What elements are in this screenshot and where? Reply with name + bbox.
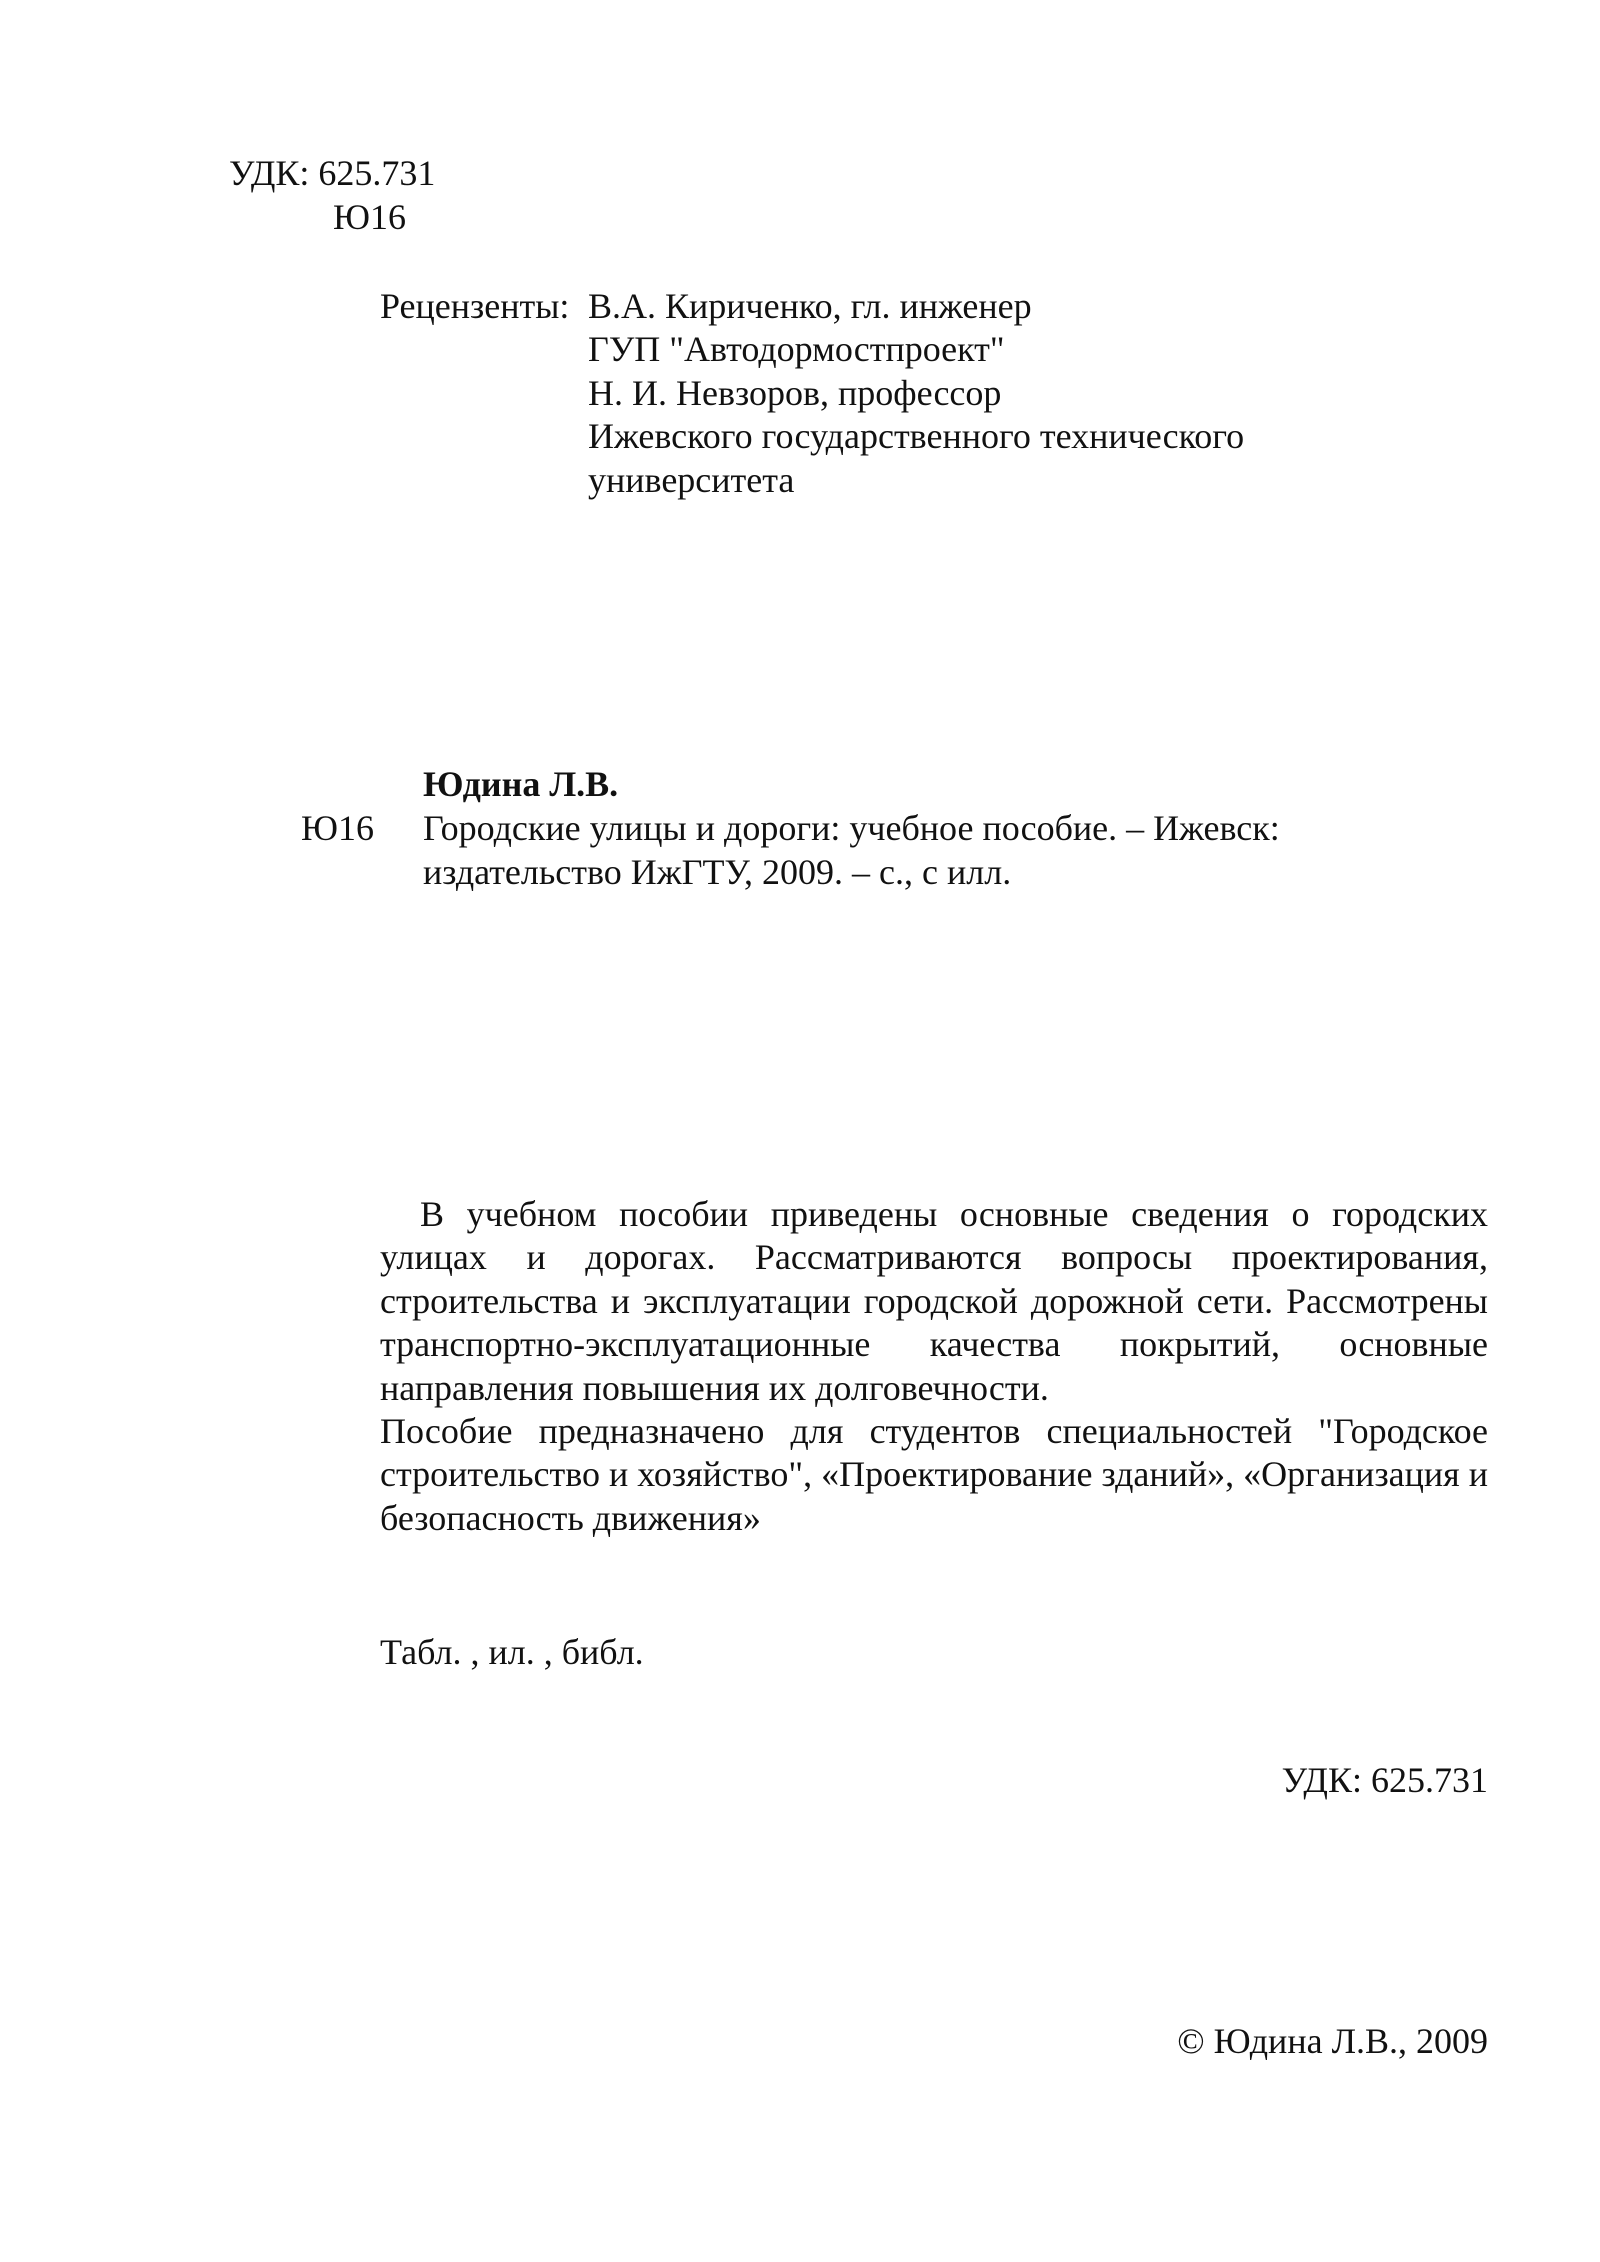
citation-author: Юдина Л.В. xyxy=(423,764,619,804)
abstract-paragraph: Пособие предназначено для студентов специальностей "Городское строительство и хозяйство", «Проектирование зданий», «Организация и безопасность движения» xyxy=(380,1411,1489,1538)
abstract xyxy=(380,1193,1488,1540)
reviewer-line: В.А. Кириченко, гл. инженер xyxy=(588,286,1032,326)
footer-udk: УДК: 625.731 xyxy=(1281,1760,1488,1800)
abstract-paragraph: В учебном пособии приведены основные сведения о городских улицах и дорогах. Рассматриваются вопросы проектирования, строительства и эксплуатации городской дорожной сети. Рассмотрены транспортно-эксплуатационные качества покрытий, основные направления повышения их долговечности. xyxy=(380,1194,1488,1408)
header-code: Ю16 xyxy=(333,197,407,237)
tables-note: Табл. , ил. , библ. xyxy=(380,1632,644,1672)
citation-publisher-line: издательство ИжГТУ, 2009. – с., с илл. xyxy=(423,852,1012,892)
reviewer-line: ГУП "Автодормостпроект" xyxy=(588,329,1005,369)
citation-title-line: Городские улицы и дороги: учебное пособие. – Ижевск: xyxy=(423,808,1280,848)
reviewer-line: Н. И. Невзоров, профессор xyxy=(588,373,1002,413)
reviewer-line: университета xyxy=(588,460,795,500)
reviewers-label: Рецензенты: xyxy=(380,286,570,326)
citation-code: Ю16 xyxy=(301,808,375,848)
reviewer-line: Ижевского государственного технического xyxy=(588,416,1245,456)
header-udk: УДК: 625.731 xyxy=(229,153,436,193)
copyright: © Юдина Л.В., 2009 xyxy=(1177,2021,1488,2061)
